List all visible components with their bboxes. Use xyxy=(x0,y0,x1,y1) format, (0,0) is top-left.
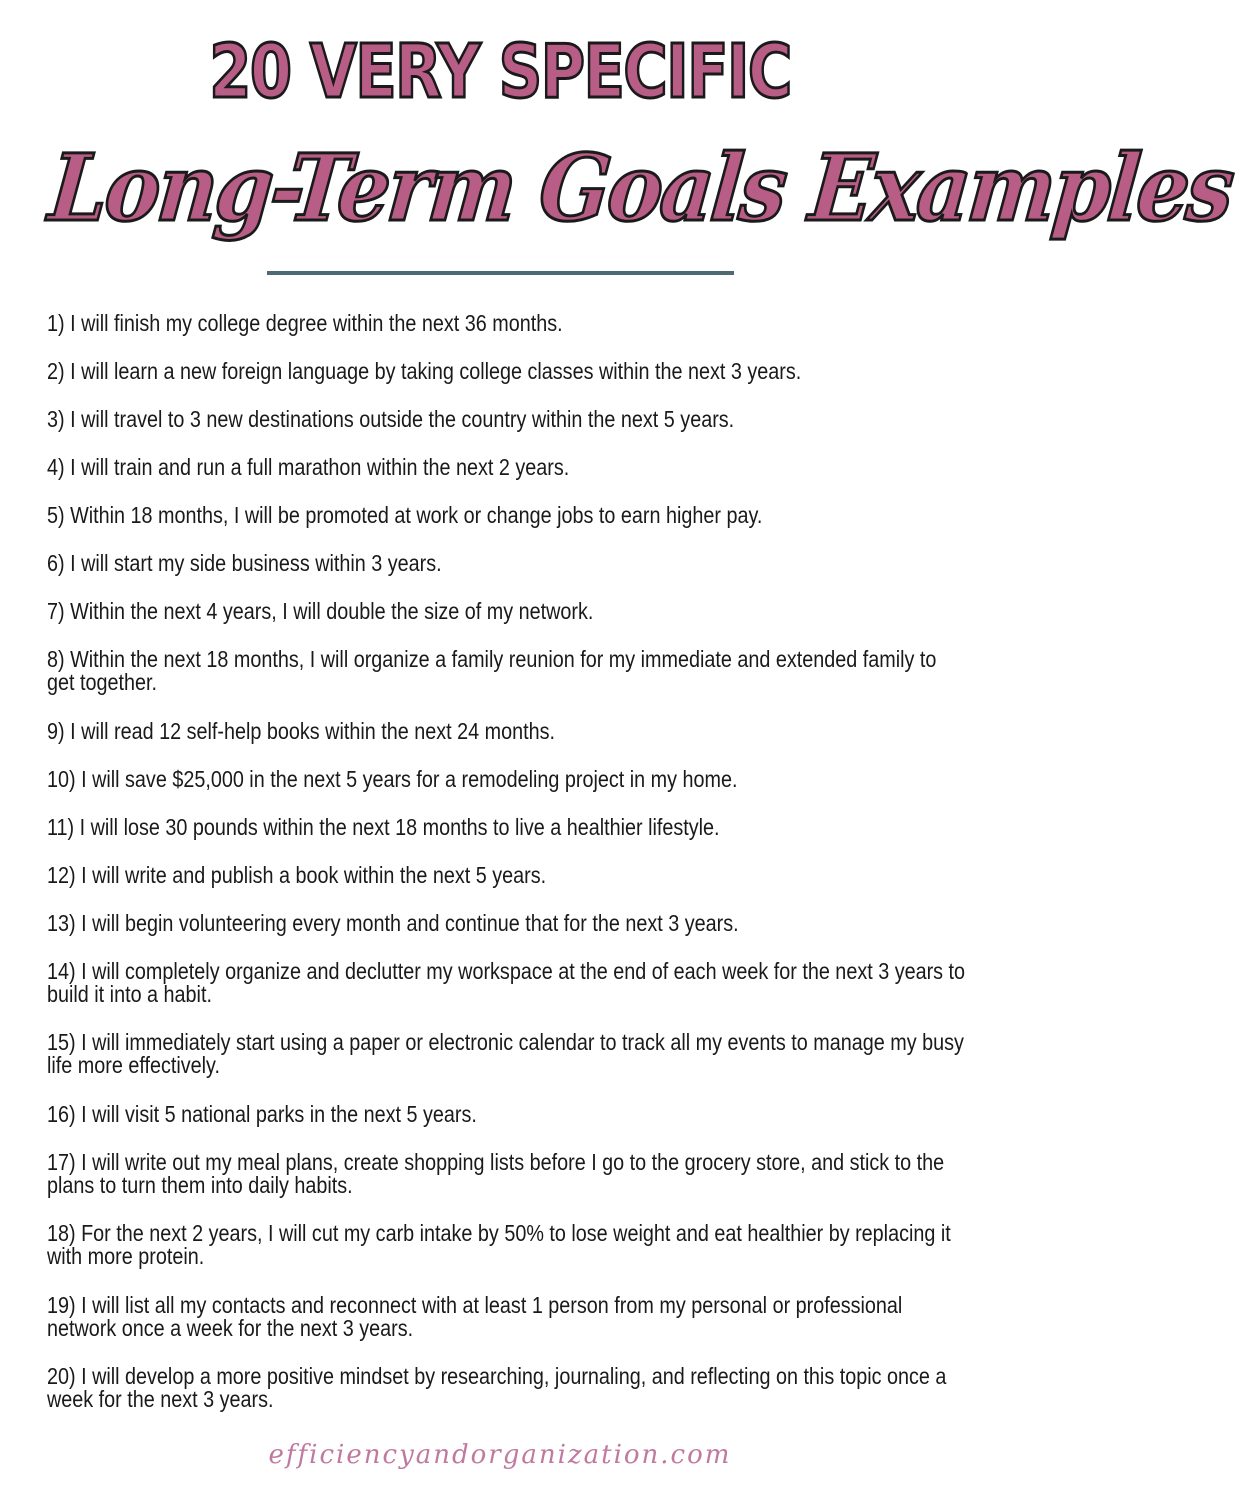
goal-item-14: 14) I will completely organize and declutter my workspace at the end of each week for the next 3 years to build it into a habit. xyxy=(47,957,966,1007)
goal-item-2: 2) I will learn a new foreign language by taking college classes within the next 3 years. xyxy=(47,358,802,384)
goal-item-3: 3) I will travel to 3 new destinations outside the country within the next 5 years. xyxy=(47,406,735,432)
goal-item-10: 10) I will save $25,000 in the next 5 years for a remodeling project in my home. xyxy=(47,765,738,792)
footer-website-url: efficiencyandorganization.com xyxy=(268,1440,732,1470)
title-line-2: Long-Term Goals Examples xyxy=(44,134,1237,242)
goal-item-6: 6) I will start my side business within 3 years. xyxy=(47,550,442,576)
goals-list xyxy=(47,312,967,1437)
goal-item-9: 9) I will read 12 self-help books within the next 24 months. xyxy=(47,717,555,744)
goal-item-7: 7) Within the next 4 years, I will double the size of my network. xyxy=(47,598,594,624)
goal-item-4: 4) I will train and run a full marathon within the next 2 years. xyxy=(47,454,570,480)
goal-item-16: 16) I will visit 5 national parks in the next 5 years. xyxy=(47,1100,477,1127)
goal-item-1: 1) I will finish my college degree within the next 36 months. xyxy=(47,310,563,336)
goal-item-19: 19) I will list all my contacts and reconnect with at least 1 person from my personal or professional network once a week for the next 3 years. xyxy=(47,1291,903,1341)
goal-item-11: 11) I will lose 30 pounds within the next 18 months to live a healthier lifestyle. xyxy=(47,813,720,840)
goal-item-15: 15) I will immediately start using a paper or electronic calendar to track all my events to manage my busy life more effectively. xyxy=(47,1029,964,1078)
goal-item-5: 5) Within 18 months, I will be promoted at work or change jobs to earn higher pay. xyxy=(47,502,763,528)
goal-item-12: 12) I will write and publish a book within the next 5 years. xyxy=(47,861,547,888)
title-line-1: 20 VERY SPECIFIC xyxy=(209,29,791,115)
goal-item-13: 13) I will begin volunteering every month and continue that for the next 3 years. xyxy=(47,909,739,936)
goal-item-17: 17) I will write out my meal plans, create shopping lists before I go to the grocery store, and stick to the plans to turn them into daily habits. xyxy=(47,1148,945,1198)
goal-item-20: 20) I will develop a more positive mindset by researching, journaling, and reflecting on this topic once a week for the next 3 years. xyxy=(47,1363,947,1412)
title-divider xyxy=(267,271,734,275)
goal-item-8: 8) Within the next 18 months, I will organize a family reunion for my immediate and extended family to get together. xyxy=(47,646,937,695)
goal-item-18: 18) For the next 2 years, I will cut my carb intake by 50% to lose weight and eat healthier by replacing it with more protein. xyxy=(47,1220,951,1269)
